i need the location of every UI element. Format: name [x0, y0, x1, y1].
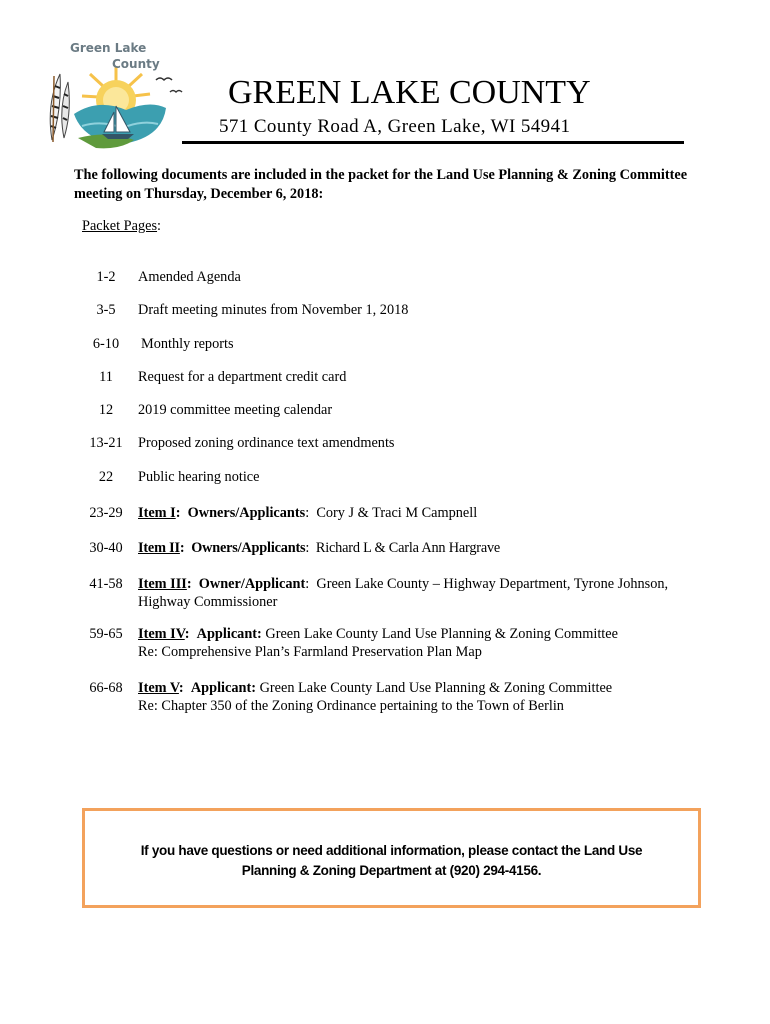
case-text-line2: Re: Comprehensive Plan’s Farmland Preservation Plan Map [138, 644, 482, 660]
item-pages: 11 [99, 369, 113, 385]
item-description: Draft meeting minutes from November 1, 2018 [138, 302, 409, 318]
case-role-colon: : [305, 505, 310, 521]
contact-box [82, 808, 701, 908]
item-description: Public hearing notice [138, 469, 260, 485]
case-role: Applicant: [190, 680, 256, 696]
contact-text [85, 841, 698, 881]
item-pages: 13-21 [89, 435, 123, 451]
case-text: Green Lake County – Highway Department, Tyrone Johnson, [316, 576, 669, 592]
item-description: Amended Agenda [138, 269, 241, 285]
case-text: Green Lake County Land Use Planning & Zoning Committee [265, 626, 618, 642]
case-text-line2: Highway Commissioner [138, 594, 278, 610]
case-label-colon: : [178, 680, 184, 696]
case-pages: 30-40 [89, 540, 123, 556]
case-description [138, 679, 738, 715]
item-pages: 6-10 [92, 336, 120, 352]
case-label-colon: : [184, 626, 190, 642]
intro-paragraph: The following documents are included in the packet for the Land Use Planning & Zoning Committee meeting on Thursday, December 6, 2018: [74, 167, 688, 202]
item-pages: 12 [98, 402, 114, 418]
case-pages: 41-58 [89, 576, 123, 592]
logo-text-line2: County [112, 57, 160, 71]
contact-line2: Planning & Zoning Department at (920) 294-4156. [241, 863, 542, 878]
case-label: Item V [138, 680, 179, 696]
item-description: Monthly reports [141, 336, 234, 352]
item-description: Request for a department credit card [138, 369, 347, 385]
case-description [138, 539, 738, 557]
case-label: Item III [138, 576, 187, 592]
case-role: Owners/Applicants [187, 505, 306, 521]
case-label: Item I [138, 505, 176, 521]
county-address: 571 County Road A, Green Lake, WI 54941 [219, 116, 571, 137]
case-role-colon: : [305, 540, 310, 556]
item-pages: 1-2 [96, 269, 116, 285]
case-pages: 66-68 [89, 680, 123, 696]
item-pages: 3-5 [96, 302, 116, 318]
case-pages: 59-65 [89, 626, 123, 642]
county-logo [38, 34, 188, 152]
case-label-colon: : [179, 540, 185, 556]
case-pages: 23-29 [89, 505, 123, 521]
case-label: Item II [138, 540, 180, 556]
case-role: Applicant: [196, 626, 262, 642]
case-role: Owners/Applicants [191, 540, 306, 556]
case-label-colon: : [186, 576, 192, 592]
case-text-line2: Re: Chapter 350 of the Zoning Ordinance pertaining to the Town of Berlin [138, 698, 564, 714]
case-text: Richard L & Carla Ann Hargrave [315, 540, 501, 556]
packet-pages-label-text: Packet Pages [82, 218, 158, 234]
contact-line1: If you have questions or need additional information, please contact the Land Use [140, 843, 643, 858]
page-title: GREEN LAKE COUNTY [228, 74, 591, 111]
case-role-colon: : [305, 576, 310, 592]
case-description [138, 504, 738, 522]
packet-pages-label [82, 217, 161, 235]
item-description: Proposed zoning ordinance text amendments [138, 435, 395, 451]
packet-pages-label-colon: : [157, 218, 162, 234]
header-divider [182, 141, 684, 144]
case-description [138, 625, 738, 661]
case-label-colon: : [175, 505, 181, 521]
case-text: Green Lake County Land Use Planning & Zoning Committee [259, 680, 613, 696]
logo-text-line1: Green Lake [70, 41, 147, 55]
case-role: Owner/Applicant [198, 576, 306, 592]
case-text: Cory J & Traci M Campnell [316, 505, 478, 521]
item-pages: 22 [98, 469, 114, 485]
case-label: Item IV [138, 626, 185, 642]
item-description: 2019 committee meeting calendar [138, 402, 333, 418]
case-description [138, 575, 738, 611]
